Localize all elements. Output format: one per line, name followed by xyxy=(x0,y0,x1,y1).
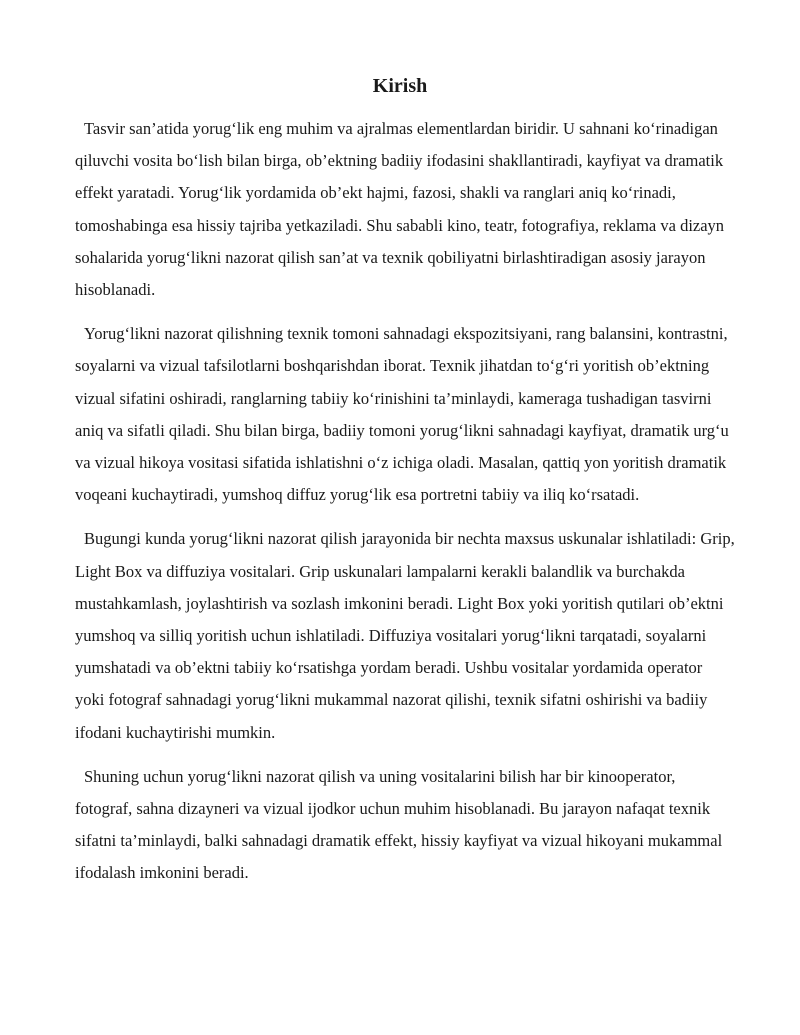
paragraph-2: Yorug‘likni nazorat qilishning texnik tomoni sahnadagi ekspozitsiyani, rang balansini, kontrastni, soyalarni va vizual tafsilotlarni boshqarishdan iborat. Texnik jihatdan to‘g‘ri yoritish ob’ektning vizual sifatini oshiradi, ranglarning tabiiy ko‘rinishini ta’minlaydi, kameraga tushadigan tasvirni aniq va sifatli qiladi. Shu bilan birga, badiiy tomoni yorug‘likni sahnadagi kayfiyat, dramatik urg‘u va vizual hikoya vositasi sifatida ishlatishni o‘z ichiga oladi. Masalan, qattiq yon yoritish dramatik voqeani kuchaytiradi, yumshoq diffuz yorug‘lik esa portretni tabiiy va iliq ko‘rsatadi. xyxy=(75,324,729,505)
document-title: Kirish xyxy=(372,75,428,97)
paragraph-4: Shuning uchun yorug‘likni nazorat qilish va uning vositalarini bilish har bir kinooperator, fotograf, sahna dizayneri va vizual ijodkor uchun muhim hisoblanadi. Bu jarayon nafaqat texnik sifatni ta’minlaydi, balki sahnadagi dramatik effekt, hissiy kayfiyat va vizual hikoyani mukammal ifodalash imkonini beradi. xyxy=(75,766,723,883)
paragraph-3: Bugungi kunda yorug‘likni nazorat qilish jarayonida bir nechta maxsus uskunalar ishlatiladi: Grip, Light Box va diffuziya vositalari. Grip uskunalari lampalarni kerakli balandlik va burchakda mustahkamlash, joylashtirish va sozlash imkonini beradi. Light Box yoki yoritish qutilari ob’ektni yumshoq va silliq yoritish uchun ishlatiladi. Diffuziya vositalari yorug‘likni tarqatadi, soyalarni yumshatadi va ob’ektni tabiiy ko‘rsatishga yordam beradi. Ushbu vositalar yordamida operator yoki fotograf sahnadagi yorug‘likni mukammal nazorat qilishi, texnik sifatni oshirishi va badiiy ifodani kuchaytirishi mumkin. xyxy=(75,529,735,742)
document-body xyxy=(75,113,735,890)
paragraph-1: Tasvir san’atida yorug‘lik eng muhim va ajralmas elementlardan biridir. U sahnani ko‘rinadigan qiluvchi vosita bo‘lish bilan birga, ob’ektning badiiy ifodasini shakllantiradi, kayfiyat va dramatik effekt yaratadi. Yorug‘lik yordamida ob’ekt hajmi, fazosi, shakli va ranglari aniq ko‘rinadi, tomoshabinga esa hissiy tajriba yetkaziladi. Shu sababli kino, teatr, fotografiya, reklama va dizayn sohalarida yorug‘likni nazorat qilish san’at va texnik qobiliyatni birlashtiradigan asosiy jarayon hisoblanadi. xyxy=(75,119,725,300)
